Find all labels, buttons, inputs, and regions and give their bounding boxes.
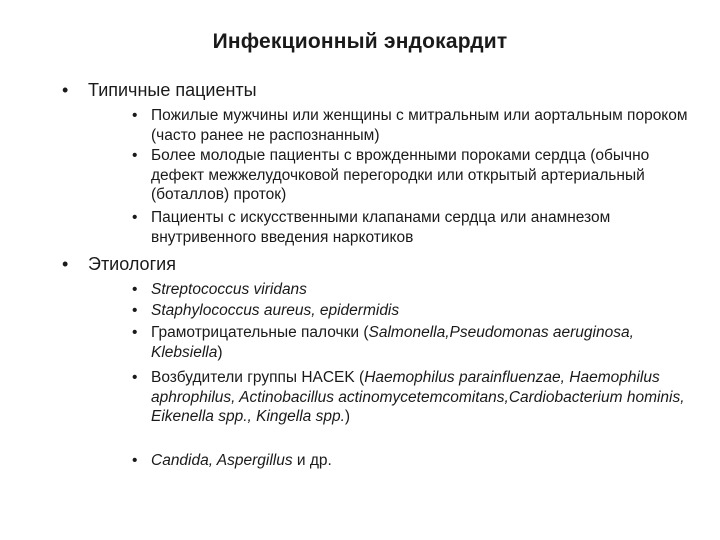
bullet: •	[132, 147, 138, 164]
list-item-tail: )	[217, 343, 223, 361]
list-item	[132, 280, 692, 300]
list-item-italic: Salmonella,Pseudomonas aeruginosa, Klebsiella	[151, 324, 634, 361]
bullet: •	[132, 452, 138, 469]
bullet: •	[132, 369, 138, 386]
list-item	[132, 451, 692, 471]
list-item	[132, 208, 692, 247]
bullet: •	[62, 254, 69, 274]
bullet: •	[132, 302, 138, 319]
list-item-italic: Candida, Aspergillus	[151, 452, 293, 469]
list-item-plain: Грамотрицательные палочки (	[151, 324, 369, 341]
section-heading-text: Этиология	[88, 254, 176, 274]
list-item-plain: Возбудители группы HACEK (	[151, 369, 365, 386]
slide-title: Инфекционный эндокардит	[212, 30, 508, 53]
list-item-italic: Haemophilus parainfluenzae, Haemophilus aphrophilus, Actinobacillus actinomycetemcomitans,Cardiobacterium hominis, Eikenella spp., Kingella spp.	[151, 369, 685, 425]
list-item-tail: и др.	[292, 452, 332, 469]
bullet: •	[62, 80, 69, 100]
list-item	[132, 301, 692, 321]
bullet: •	[132, 324, 138, 341]
bullet: •	[132, 209, 138, 226]
bullet: •	[132, 107, 138, 124]
list-item-text	[151, 451, 692, 471]
list-item-tail: )	[344, 408, 351, 425]
section-heading-etiology	[62, 253, 176, 275]
section-heading-text: Типичные пациенты	[88, 80, 257, 100]
list-item	[132, 323, 692, 362]
list-item-text	[151, 323, 692, 362]
bullet: •	[132, 281, 138, 298]
list-item-text: Пожилые мужчины или женщины с митральным или аортальным пороком (часто ранее не распознанным)	[151, 107, 688, 144]
list-item-text: Пациенты с искусственными клапанами сердца или анамнезом внутривенного введения наркотиков	[151, 209, 611, 246]
list-item	[132, 146, 692, 205]
list-item-text: Streptococcus viridans	[151, 281, 307, 298]
list-item-text	[151, 368, 692, 427]
list-item-text: Более молодые пациенты с врожденными пороками сердца (обычно дефект межжелудочковой перегородки или открытый артериальный (боталлов) проток)	[151, 147, 650, 203]
list-item-text: Staphylococcus aureus, epidermidis	[151, 302, 400, 319]
section-heading-patients	[62, 79, 257, 101]
list-item	[132, 368, 692, 427]
list-item	[132, 106, 692, 145]
